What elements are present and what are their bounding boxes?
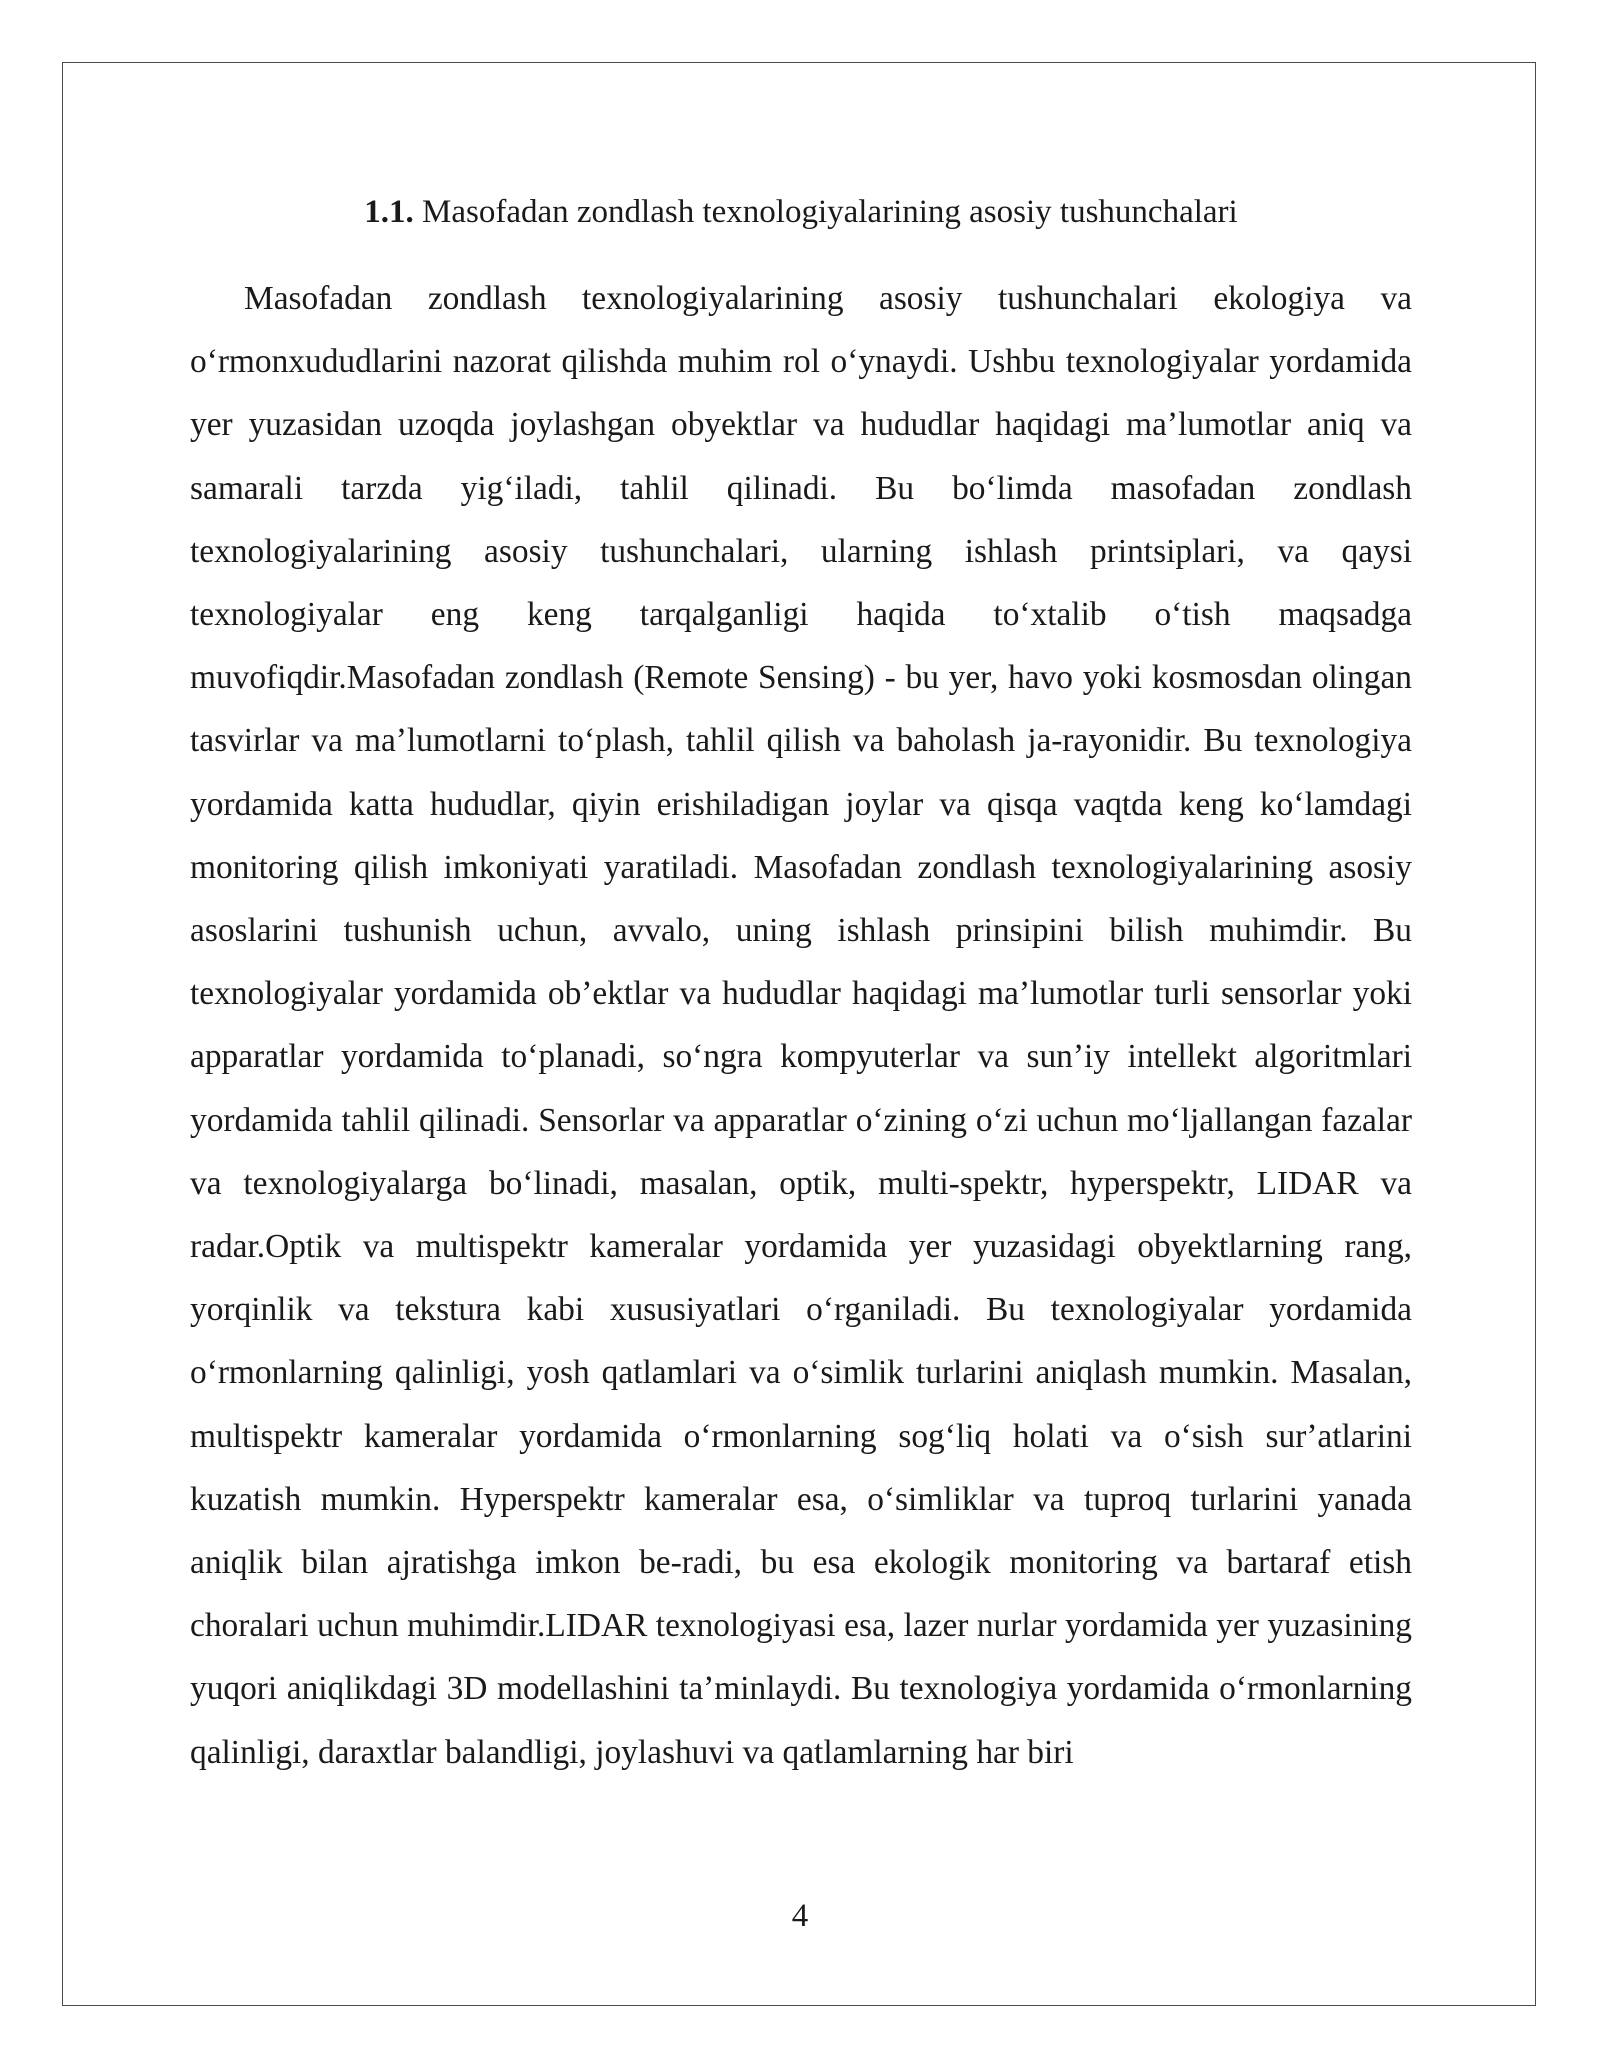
section-heading bbox=[190, 190, 1412, 234]
page-number: 4 bbox=[791, 1898, 809, 1934]
section-title: Masofadan zondlash texnologiyalarining asosiy tushunchalari bbox=[422, 194, 1238, 230]
section-number: 1.1. bbox=[364, 194, 414, 230]
body-paragraph: Masofadan zondlash texnologiyalarining asosiy tushunchalari ekologiya va oʻrmonxududlarini nazorat qilishda muhim rol oʻynaydi. Ushbu texnologiyalar yordamida yer yuzasidan uzoqda joylashgan obyektlar va hududlar haqidagi maʼlumotlar aniq va samarali tarzda yigʻiladi, tahlil qilinadi. Bu boʻlimda masofadan zondlash texnologiyalarining asosiy tushunchalari, ularning ishlash printsiplari, va qaysi texnologiyalar eng keng tarqalganligi haqida toʻxtalib oʻtish maqsadga muvofiqdir.Masofadan zondlash (Remote Sensing) - bu yer, havo yoki kosmosdan olingan tasvirlar va maʼlumotlarni toʻplash, tahlil qilish va baholash ja-rayonidir. Bu texnologiya yordamida katta hududlar, qiyin erishiladigan joylar va qisqa vaqtda keng koʻlamdagi monitoring qilish imkoniyati yaratiladi. Masofadan zondlash texnologiyalarining asosiy asoslarini tushunish uchun, avvalo, uning ishlash prinsipini bilish muhimdir. Bu texnologiyalar yordamida obʼektlar va hududlar haqidagi maʼlumotlar turli sensorlar yoki apparatlar yordamida toʻplanadi, soʻngra kompyuterlar va sunʼiy intellekt algoritmlari yordamida tahlil qilinadi. Sensorlar va apparatlar oʻzining oʻzi uchun moʻljallangan fazalar va texnologiyalarga boʻlinadi, masalan, optik, multi-spektr, hyperspektr, LIDAR va radar.Optik va multispektr kameralar yordamida yer yuzasidagi obyektlarning rang, yorqinlik va tekstura kabi xususiyatlari oʻrganiladi. Bu texnologiyalar yordamida oʻrmonlarning qalinligi, yosh qatlamlari va oʻsimlik turlarini aniqlash mumkin. Masalan, multispektr kameralar yordamida oʻrmonlarning sogʻliq holati va oʻsish surʼatlarini kuzatish mumkin. Hyperspektr kameralar esa, oʻsimliklar va tuproq turlarini yanada aniqlik bilan ajratishga imkon be-radi, bu esa ekologik monitoring va bartaraf etish choralari uchun muhimdir.LIDAR texnologiyasi esa, lazer nurlar yordamida yer yuzasining yuqori aniqlikdagi 3D modellashini taʼminlaydi. Bu texnologiya yordamida oʻrmonlarning qalinligi, daraxtlar balandligi, joylashuvi va qatlamlarning har biri bbox=[190, 280, 1412, 1771]
